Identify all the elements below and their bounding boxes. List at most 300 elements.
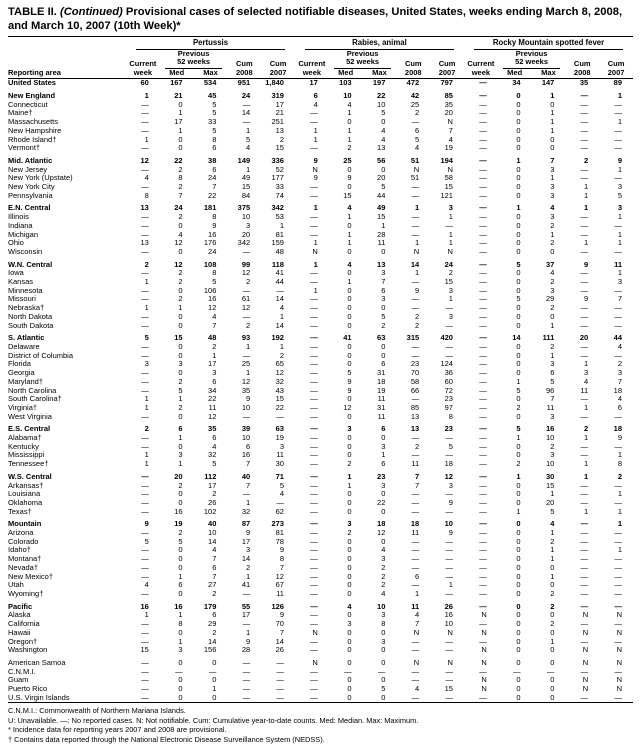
- cell-value-louisiana-6: 0: [347, 489, 352, 499]
- cell-value-maine-7: 5: [381, 108, 386, 118]
- cell-value-vermont-0: —: [141, 143, 149, 153]
- cell-value-e-s-central-8: 13: [410, 424, 420, 434]
- cell-value-north-dakota-3: —: [242, 311, 251, 321]
- cell-value-georgia-0: —: [141, 368, 149, 378]
- cell-value-e-s-central-7: 6: [381, 424, 386, 434]
- cell-value-idaho-12: 1: [550, 545, 555, 555]
- cell-value-louisiana-5: —: [310, 489, 318, 499]
- cell-value-pacific-0: 16: [140, 601, 149, 611]
- cell-value-rhode-island-3: 5: [246, 134, 251, 144]
- cell-value-s-atlantic-0: 5: [144, 333, 149, 343]
- cell-value-indiana-12: 2: [550, 220, 555, 230]
- cell-value-new-england-5: 6: [313, 91, 318, 101]
- cell-value-new-hampshire-1: 1: [178, 125, 183, 135]
- cell-value-new-england-2: 45: [208, 91, 217, 101]
- cell-value-missouri-7: 3: [381, 294, 386, 304]
- cell-value-north-carolina-1: 5: [178, 385, 183, 395]
- cell-area-new-york-city: New York City: [8, 182, 55, 192]
- cell-value-michigan-11: 0: [516, 229, 521, 239]
- cell-value-maryland-10: —: [479, 376, 487, 386]
- cell-value-oklahoma-4: —: [276, 497, 284, 507]
- cell-value-south-dakota-4: 14: [275, 320, 284, 330]
- cell-value-kentucky-10: —: [479, 441, 487, 451]
- cell-value-alabama-9: —: [445, 433, 453, 443]
- cell-value-vermont-13: —: [580, 143, 589, 153]
- spacer: [396, 50, 430, 59]
- cell-value-oregon-10: —: [479, 636, 487, 646]
- cell-value-wisconsin-8: N: [413, 246, 420, 256]
- cell-value-iowa-8: 1: [415, 268, 420, 278]
- cell-value-new-england-14: 1: [617, 91, 622, 101]
- cell-value-south-carolina-3: 9: [246, 394, 251, 404]
- cell-value-mississippi-2: 32: [208, 450, 217, 460]
- cell-value-georgia-12: 6: [550, 368, 555, 378]
- cell-value-puerto-rico-5: —: [310, 684, 318, 694]
- cell-value-washington-9: —: [445, 645, 453, 655]
- cell-value-oklahoma-2: 26: [208, 497, 217, 507]
- cell-value-wisconsin-12: 0: [550, 246, 555, 256]
- cell-area-united-states: United States: [8, 78, 56, 88]
- cell-value-north-carolina-14: 18: [613, 385, 622, 395]
- cell-value-district-of-columbia-9: —: [445, 350, 453, 360]
- cell-value-united-states-10: —: [479, 78, 487, 88]
- cell-area-w-s-central: W.S. Central: [8, 471, 52, 481]
- cell-value-vermont-6: 2: [347, 143, 352, 153]
- table-row-new-york-upstate: [8, 174, 633, 183]
- cell-value-new-jersey-3: 1: [246, 164, 251, 174]
- group-header-rabies-animal: [295, 39, 464, 50]
- cell-value-south-dakota-12: 1: [550, 320, 555, 330]
- cell-value-delaware-7: 0: [381, 342, 386, 351]
- cell-value-oklahoma-8: —: [411, 497, 420, 507]
- cell-value-mid-atlantic-14: 9: [617, 155, 622, 165]
- cell-value-west-virginia-12: 3: [550, 411, 555, 421]
- cell-value-pennsylvania-9: 121: [440, 190, 453, 200]
- cell-value-maryland-8: 58: [410, 376, 420, 386]
- cell-value-texas-6: 0: [347, 506, 352, 516]
- cell-value-alaska-9: 16: [444, 610, 453, 620]
- cell-value-vermont-1: 0: [178, 143, 183, 153]
- cell-area-wyoming: Wyoming†: [8, 588, 44, 598]
- cell-value-california-11: 0: [516, 619, 521, 629]
- cell-value-wyoming-0: —: [141, 588, 149, 598]
- cell-value-alaska-6: 0: [347, 610, 352, 620]
- cell-value-montana-8: —: [411, 554, 420, 564]
- cell-value-new-mexico-1: 1: [178, 571, 183, 581]
- cell-area-nebraska: Nebraska†: [8, 303, 45, 313]
- cell-value-massachusetts-5: —: [310, 117, 318, 127]
- cell-value-utah-10: —: [479, 580, 487, 590]
- cell-value-alabama-11: 1: [516, 433, 521, 443]
- cell-area-virginia: Virginia†: [8, 402, 38, 412]
- cell-value-new-york-city-9: 15: [444, 182, 453, 192]
- cell-value-pacific-3: 55: [241, 601, 251, 611]
- cell-area-georgia: Georgia: [8, 368, 35, 378]
- spacer: [227, 50, 261, 59]
- cell-value-rhode-island-11: 0: [516, 134, 521, 144]
- cell-value-new-york-upstate-2: 24: [208, 173, 217, 183]
- cell-value-alabama-0: —: [141, 433, 149, 443]
- cell-value-kentucky-6: 0: [347, 441, 352, 451]
- col-header-reporting-area: Reporting area: [8, 69, 126, 79]
- cell-area-california: California: [8, 619, 40, 629]
- cell-value-e-s-central-13: 2: [583, 424, 589, 434]
- cell-value-virginia-7: 31: [377, 402, 386, 412]
- cell-value-mountain-8: 18: [410, 519, 420, 529]
- cell-value-hawaii-7: 0: [381, 627, 386, 637]
- cell-value-montana-10: —: [479, 554, 487, 564]
- cell-value-georgia-8: 70: [410, 368, 420, 378]
- cell-value-c-n-m-i-14: —: [614, 666, 622, 676]
- cell-value-oregon-13: —: [580, 636, 589, 646]
- cell-value-nebraska-7: 0: [381, 303, 386, 313]
- cell-value-oklahoma-10: —: [479, 497, 487, 507]
- cell-value-new-mexico-7: 2: [381, 571, 386, 581]
- cell-value-north-dakota-4: 1: [279, 311, 284, 321]
- cell-value-e-s-central-4: 63: [275, 424, 284, 434]
- cell-value-virginia-12: 11: [546, 402, 555, 412]
- cell-value-connecticut-9: 35: [444, 99, 453, 109]
- cell-value-washington-1: 3: [178, 645, 183, 655]
- cell-value-mississippi-6: 0: [347, 450, 352, 460]
- cell-value-california-8: 7: [415, 619, 420, 629]
- group-label-rabies-animal: Rabies, animal: [305, 39, 454, 50]
- table-row-maryland: [8, 378, 633, 387]
- table-row-texas: [8, 508, 633, 517]
- cell-value-mountain-0: 9: [144, 519, 149, 529]
- cell-value-united-states-5: 17: [309, 78, 318, 88]
- cell-value-virginia-0: 1: [144, 402, 149, 412]
- cell-value-new-jersey-8: N: [413, 164, 420, 174]
- table-row-maine: [8, 109, 633, 118]
- table-row-oregon: [8, 638, 633, 647]
- cell-value-new-jersey-7: 0: [381, 164, 386, 174]
- cell-value-mountain-13: —: [580, 519, 589, 529]
- table-row-connecticut: [8, 101, 633, 110]
- footnotes: [8, 706, 633, 744]
- table-row-u-s-virgin-islands: [8, 694, 633, 703]
- cell-value-maine-2: 5: [212, 108, 217, 118]
- cell-value-new-york-upstate-6: 9: [347, 173, 352, 183]
- cell-value-florida-11: 0: [516, 359, 521, 369]
- cell-value-hawaii-14: N: [616, 627, 622, 637]
- cell-value-west-virginia-11: 0: [516, 411, 521, 421]
- cell-value-delaware-14: 4: [617, 342, 622, 351]
- cell-value-w-n-central-9: 24: [444, 259, 453, 269]
- cell-value-rhode-island-12: 0: [550, 134, 555, 144]
- cell-area-new-york-upstate: New York (Upstate): [8, 173, 73, 183]
- cell-value-kentucky-9: 5: [448, 441, 453, 451]
- cell-area-district-of-columbia: District of Columbia: [8, 350, 74, 360]
- cell-value-arkansas-5: —: [310, 480, 318, 490]
- cell-value-montana-11: 0: [516, 554, 521, 564]
- cell-value-texas-1: 16: [174, 506, 183, 516]
- cell-value-new-york-upstate-9: 58: [444, 173, 453, 183]
- cell-value-guam-9: —: [445, 675, 453, 685]
- cell-value-south-carolina-8: —: [411, 394, 420, 404]
- cell-value-pennsylvania-11: 0: [516, 190, 521, 200]
- table-row-illinois: [8, 213, 633, 222]
- cell-value-alaska-8: 4: [415, 610, 420, 620]
- cell-value-hawaii-11: 0: [516, 627, 521, 637]
- group-label-rocky-mountain-spotted-fever: Rocky Mountain spotted fever: [474, 39, 623, 50]
- cell-value-c-n-m-i-11: —: [513, 666, 521, 676]
- cell-value-alaska-0: 1: [144, 610, 149, 620]
- cell-value-delaware-5: —: [310, 342, 318, 351]
- cell-value-arkansas-2: 17: [208, 480, 217, 490]
- table-row-mid-atlantic: [8, 153, 633, 166]
- cell-value-american-samoa-5: N: [312, 657, 318, 667]
- cell-value-new-york-city-6: 0: [347, 182, 352, 192]
- cell-value-florida-13: 1: [583, 359, 589, 369]
- cell-value-wyoming-1: 0: [178, 588, 183, 598]
- cell-value-puerto-rico-14: N: [616, 684, 622, 694]
- cell-value-montana-1: 0: [178, 554, 183, 564]
- cell-value-new-york-city-7: 5: [381, 182, 386, 192]
- cell-value-e-n-central-13: 1: [583, 203, 589, 213]
- table-row-louisiana: [8, 490, 633, 499]
- cell-area-puerto-rico: Puerto Rico: [8, 684, 48, 694]
- table-row-e-n-central: [8, 200, 633, 213]
- cell-value-wisconsin-3: —: [242, 246, 251, 256]
- cell-value-georgia-6: 5: [347, 368, 352, 378]
- cell-value-guam-5: —: [310, 675, 318, 685]
- cell-area-vermont: Vermont†: [8, 143, 41, 153]
- cell-value-mid-atlantic-5: 9: [313, 155, 318, 165]
- cell-value-iowa-13: —: [580, 268, 589, 278]
- table-row-w-n-central: [8, 257, 633, 270]
- cell-value-new-york-city-8: —: [411, 182, 420, 192]
- cell-value-oregon-7: 3: [381, 636, 386, 646]
- cell-value-ohio-3: 342: [237, 238, 251, 248]
- cell-value-new-england-12: 1: [550, 91, 555, 101]
- cell-value-new-york-upstate-13: —: [580, 173, 589, 183]
- cell-value-alaska-4: 9: [279, 610, 284, 620]
- cell-value-mississippi-9: —: [445, 450, 453, 460]
- cell-value-washington-8: —: [411, 645, 420, 655]
- cell-value-oregon-11: 0: [516, 636, 521, 646]
- cell-value-iowa-0: —: [141, 268, 149, 278]
- cell-value-american-samoa-8: N: [413, 657, 420, 667]
- cell-value-south-carolina-13: —: [580, 394, 589, 404]
- table-row-alaska: [8, 611, 633, 620]
- cell-value-arizona-6: 2: [347, 528, 352, 538]
- cell-value-north-carolina-9: 72: [444, 385, 453, 395]
- cell-value-north-carolina-10: —: [479, 385, 487, 395]
- cell-value-american-samoa-13: N: [582, 657, 589, 667]
- cell-area-texas: Texas†: [8, 506, 32, 516]
- cell-value-alaska-12: 0: [550, 610, 555, 620]
- cell-area-indiana: Indiana: [8, 220, 33, 230]
- cell-value-delaware-1: 0: [178, 342, 183, 351]
- cell-value-california-9: 10: [444, 619, 453, 629]
- cell-value-west-virginia-5: —: [310, 411, 318, 421]
- cell-value-missouri-9: 1: [448, 294, 453, 304]
- cell-value-south-dakota-10: —: [479, 320, 487, 330]
- cell-value-massachusetts-12: 1: [550, 117, 555, 127]
- cell-value-texas-4: 62: [275, 506, 284, 516]
- cell-area-oregon: Oregon†: [8, 636, 38, 646]
- table-row-california: [8, 620, 633, 629]
- cell-value-oregon-8: —: [411, 636, 420, 646]
- cell-value-nevada-10: —: [479, 562, 487, 572]
- cell-value-idaho-11: 0: [516, 545, 521, 555]
- cell-value-wisconsin-1: 0: [178, 246, 183, 256]
- cell-value-minnesota-2: 106: [203, 285, 217, 295]
- cell-value-kansas-2: 5: [212, 277, 217, 287]
- cell-value-idaho-4: 9: [279, 545, 284, 555]
- cell-value-utah-7: 2: [381, 580, 386, 590]
- cell-value-arizona-0: —: [141, 528, 149, 538]
- cell-value-florida-4: 65: [275, 359, 284, 369]
- cell-value-oklahoma-5: —: [310, 497, 318, 507]
- cell-value-kansas-13: —: [580, 277, 589, 287]
- cell-value-mountain-9: 10: [444, 519, 453, 529]
- cell-value-washington-11: 0: [516, 645, 521, 655]
- cell-value-new-york-city-13: 1: [583, 182, 589, 192]
- cell-area-south-dakota: South Dakota: [8, 320, 54, 330]
- cell-area-new-hampshire: New Hampshire: [8, 125, 62, 135]
- cell-value-w-s-central-6: 1: [347, 471, 352, 481]
- table-row-south-carolina: [8, 395, 633, 404]
- cell-value-kentucky-12: 2: [550, 441, 555, 451]
- cell-value-e-n-central-5: 1: [313, 203, 318, 213]
- cell-value-utah-0: 4: [144, 580, 149, 590]
- cell-value-massachusetts-7: 0: [381, 117, 386, 127]
- cell-value-illinois-1: 2: [178, 212, 183, 222]
- cell-value-guam-7: 0: [381, 675, 386, 685]
- cell-value-north-dakota-6: 0: [347, 311, 352, 321]
- cell-area-iowa: Iowa: [8, 268, 24, 278]
- cell-value-alabama-2: 6: [212, 433, 217, 443]
- col-header-previous-rocky-mountain-spotted-fever: Previous: [515, 48, 548, 58]
- cell-value-american-samoa-12: 0: [550, 657, 555, 667]
- cell-value-u-s-virgin-islands-8: —: [411, 692, 420, 702]
- cell-value-illinois-5: —: [310, 212, 318, 222]
- cell-value-arkansas-3: 7: [246, 480, 251, 490]
- col-subheader-2008-pertussis: 2008: [227, 69, 261, 79]
- cell-value-arizona-13: —: [580, 528, 589, 538]
- cell-value-wisconsin-10: —: [479, 246, 487, 256]
- cell-value-maryland-13: 4: [583, 376, 589, 386]
- cell-value-kentucky-4: 3: [279, 441, 284, 451]
- cell-value-w-s-central-3: 40: [241, 471, 251, 481]
- cell-value-florida-5: —: [310, 359, 318, 369]
- cell-value-nebraska-9: —: [445, 303, 453, 313]
- cell-value-e-n-central-6: 4: [347, 203, 352, 213]
- cell-value-wyoming-8: 1: [415, 588, 420, 598]
- page-title: [8, 5, 633, 33]
- cell-value-pennsylvania-4: 74: [275, 190, 284, 200]
- cell-area-minnesota: Minnesota: [8, 285, 43, 295]
- cell-value-pennsylvania-2: 22: [208, 190, 217, 200]
- cell-value-connecticut-3: —: [242, 99, 251, 109]
- cell-value-alabama-4: 19: [275, 433, 284, 443]
- cell-value-american-samoa-0: —: [141, 657, 149, 667]
- cell-value-indiana-1: 0: [178, 220, 183, 230]
- cell-value-maine-12: 1: [550, 108, 555, 118]
- cell-value-c-n-m-i-10: —: [479, 666, 487, 676]
- cell-value-oregon-12: 1: [550, 636, 555, 646]
- cell-value-ohio-7: 11: [377, 238, 386, 248]
- cell-value-florida-9: 124: [440, 359, 453, 369]
- cell-value-arkansas-11: 0: [516, 480, 521, 490]
- cell-value-connecticut-1: 0: [178, 99, 183, 109]
- cell-value-arizona-8: 11: [411, 528, 420, 538]
- cell-value-california-2: 29: [208, 619, 217, 629]
- cell-value-colorado-5: —: [310, 536, 318, 546]
- cell-value-hawaii-6: 0: [347, 627, 352, 637]
- cell-area-north-dakota: North Dakota: [8, 311, 53, 321]
- cell-value-idaho-1: 0: [178, 545, 183, 555]
- cell-value-georgia-7: 31: [377, 368, 386, 378]
- cell-value-mid-atlantic-12: 7: [550, 155, 555, 165]
- cell-value-new-york-city-0: —: [141, 182, 149, 192]
- cell-value-arkansas-0: —: [141, 480, 149, 490]
- cell-value-delaware-3: 1: [246, 342, 251, 351]
- cell-value-w-s-central-0: —: [141, 471, 149, 481]
- cell-value-new-york-city-5: —: [310, 182, 318, 192]
- cell-value-arizona-4: 81: [275, 528, 284, 538]
- cell-value-kansas-9: 15: [444, 277, 453, 287]
- cell-value-w-n-central-0: 2: [144, 259, 149, 269]
- cell-value-south-carolina-5: —: [310, 394, 318, 404]
- cell-value-u-s-virgin-islands-9: —: [445, 692, 453, 702]
- cell-value-michigan-4: 81: [275, 229, 284, 239]
- cell-area-louisiana: Louisiana: [8, 489, 41, 499]
- cell-value-nevada-12: 0: [550, 562, 555, 572]
- cell-value-indiana-0: —: [141, 220, 149, 230]
- cell-value-minnesota-10: —: [479, 285, 487, 295]
- cell-value-kentucky-13: —: [580, 441, 589, 451]
- cell-value-nebraska-8: —: [411, 303, 420, 313]
- cell-value-rhode-island-8: 5: [415, 134, 420, 144]
- table-row-w-s-central: [8, 469, 633, 482]
- cell-value-arizona-3: 9: [246, 528, 251, 538]
- cell-value-colorado-11: 0: [516, 536, 521, 546]
- cell-value-illinois-4: 53: [275, 212, 284, 222]
- cell-value-c-n-m-i-4: —: [276, 666, 284, 676]
- cell-value-louisiana-2: 2: [212, 489, 217, 499]
- cell-value-new-mexico-13: —: [580, 571, 589, 581]
- cell-value-american-samoa-4: —: [276, 657, 284, 667]
- cell-value-puerto-rico-8: 4: [415, 684, 420, 694]
- table-row-new-hampshire: [8, 127, 633, 136]
- col-header-cum2008-rocky-mountain-spotted-fever: Cum: [573, 58, 591, 68]
- cell-value-puerto-rico-9: 15: [444, 684, 453, 694]
- cell-value-new-mexico-3: 1: [246, 571, 251, 581]
- cell-value-mountain-3: 87: [241, 519, 251, 529]
- col-header-cum2008-pertussis: Cum: [235, 58, 253, 68]
- table-row-oklahoma: [8, 499, 633, 508]
- cell-value-nevada-4: 7: [279, 562, 284, 572]
- cell-area-ohio: Ohio: [8, 238, 24, 248]
- cell-value-ohio-10: —: [479, 238, 487, 248]
- cell-value-west-virginia-3: —: [242, 411, 251, 421]
- cell-value-c-n-m-i-2: —: [208, 666, 217, 676]
- table-row-arkansas: [8, 482, 633, 491]
- cell-value-united-states-13: 35: [579, 78, 589, 88]
- cell-value-nevada-1: 0: [178, 562, 183, 572]
- header-spacer: [8, 50, 126, 59]
- cell-value-s-atlantic-1: 15: [174, 333, 183, 343]
- cell-value-hawaii-0: —: [141, 627, 149, 637]
- cell-value-delaware-4: 1: [279, 342, 284, 351]
- cell-area-maryland: Maryland†: [8, 376, 44, 386]
- cell-value-missouri-5: —: [310, 294, 318, 304]
- cell-value-delaware-12: 2: [550, 342, 555, 351]
- col-header-previous-pertussis: Previous: [177, 48, 210, 58]
